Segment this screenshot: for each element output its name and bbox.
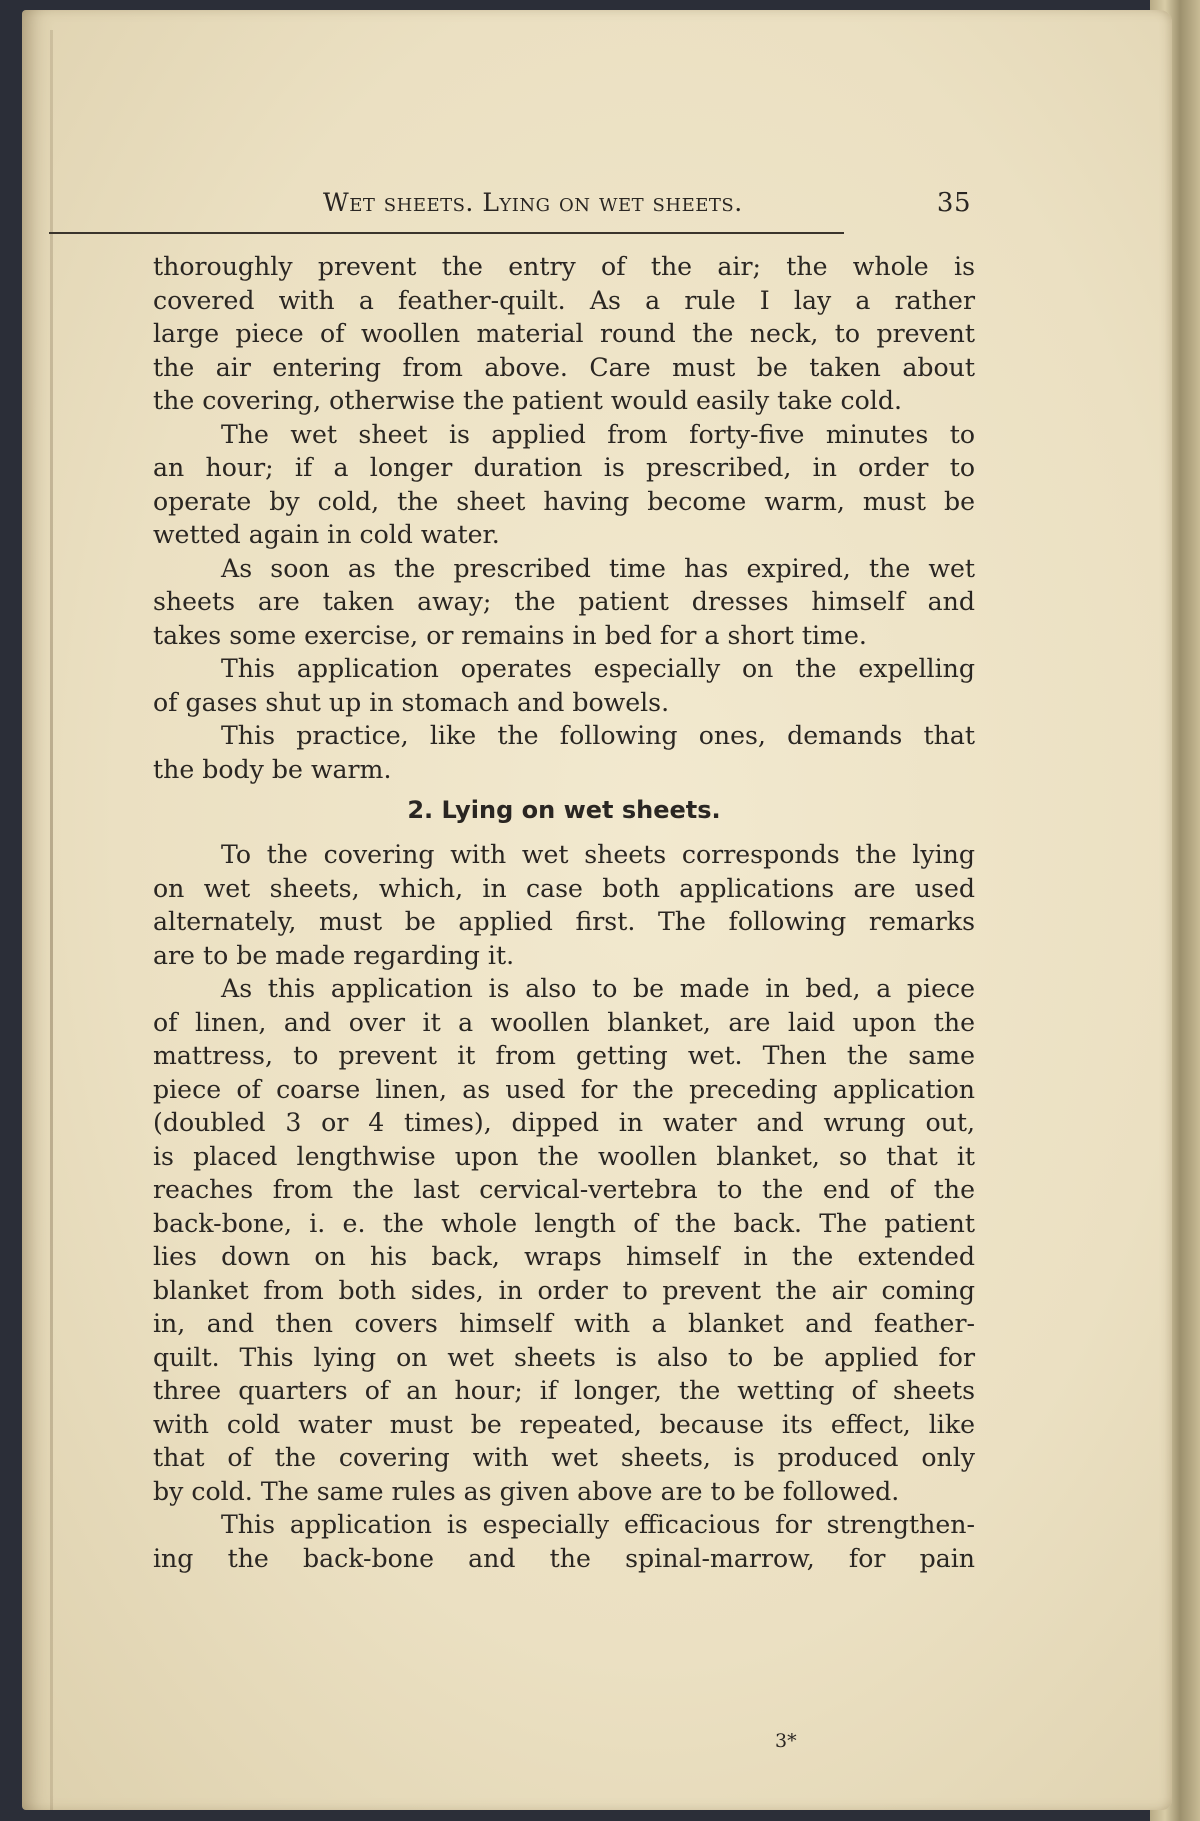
- text-line: an hour; if a longer duration is prescribed, in order to: [153, 453, 975, 482]
- text-line: of gases shut up in stomach and bowels.: [153, 687, 670, 717]
- text-line: ing the back-bone and the spinal-marrow, for pain: [153, 1543, 975, 1573]
- book-page: [22, 10, 1172, 1810]
- text-line: sheets are taken away; the patient dresses himself and: [153, 587, 975, 616]
- text-line: are to be made regarding it.: [153, 940, 515, 970]
- text-line: covered with a feather-quilt. As a rule I lay a rather: [153, 285, 975, 315]
- text-line: reaches from the last cervical-vertebra to the end of the: [153, 1175, 975, 1204]
- text-line: (doubled 3 or 4 times), dipped in water and wrung out,: [153, 1108, 975, 1137]
- page-number: 35: [936, 188, 971, 218]
- text-line: in, and then covers himself with a blanket and feather-: [153, 1309, 975, 1338]
- text-line: This application operates especially on the expelling: [221, 654, 975, 683]
- text-line: lies down on his back, wraps himself in the extended: [153, 1242, 975, 1271]
- running-header: [153, 188, 983, 224]
- running-title: Wet sheets. Lying on wet sheets.: [323, 188, 743, 217]
- text-line: This application is especially efficacious for strengthen-: [221, 1510, 975, 1539]
- text-line: As soon as the prescribed time has expired, the wet: [221, 553, 975, 583]
- text-line: the air entering from above. Care must be taken about: [153, 352, 975, 382]
- page-gutter: [50, 30, 53, 1810]
- text-line: quilt. This lying on wet sheets is also to be applied for: [153, 1342, 975, 1372]
- text-line: The wet sheet is applied from forty-five minutes to: [221, 419, 975, 449]
- section-heading: 2. Lying on wet sheets.: [407, 796, 721, 824]
- text-line: back-bone, i. e. the whole length of the back. The patient: [153, 1208, 975, 1238]
- text-line: large piece of woollen material round the neck, to prevent: [153, 319, 975, 348]
- text-line: the covering, otherwise the patient would easily take cold.: [153, 386, 902, 415]
- text-line: wetted again in cold water.: [153, 520, 500, 549]
- text-line: with cold water must be repeated, because its effect, like: [153, 1409, 975, 1439]
- text-line: mattress, to prevent it from getting wet. Then the same: [153, 1041, 975, 1070]
- text-line: takes some exercise, or remains in bed for a short time.: [153, 620, 867, 650]
- text-line: thoroughly prevent the entry of the air; the whole is: [153, 252, 975, 281]
- text-line: is placed lengthwise upon the woollen blanket, so that it: [153, 1141, 975, 1171]
- text-line: This practice, like the following ones, demands that: [221, 721, 975, 750]
- text-line: of linen, and over it a woollen blanket, are laid upon the: [153, 1007, 975, 1037]
- text-line: operate by cold, the sheet having become warm, must be: [153, 486, 975, 516]
- page-content: [153, 188, 983, 1752]
- text-line: alternately, must be applied first. The following remarks: [153, 907, 975, 936]
- text-line: the body be warm.: [153, 754, 392, 784]
- text-line: that of the covering with wet sheets, is produced only: [153, 1443, 975, 1472]
- header-rule: [49, 232, 844, 234]
- signature-mark: 3*: [775, 1730, 797, 1752]
- text-line: three quarters of an hour; if longer, the wetting of sheets: [153, 1376, 975, 1405]
- text-line: To the covering with wet sheets corresponds the lying: [221, 840, 975, 869]
- body-text: [153, 250, 975, 1575]
- text-line: blanket from both sides, in order to prevent the air coming: [153, 1275, 975, 1305]
- text-line: on wet sheets, which, in case both applications are used: [153, 873, 975, 903]
- text-line: by cold. The same rules as given above are to be followed.: [153, 1476, 900, 1506]
- text-line: piece of coarse linen, as used for the preceding application: [153, 1074, 975, 1104]
- text-line: As this application is also to be made in bed, a piece: [221, 974, 975, 1003]
